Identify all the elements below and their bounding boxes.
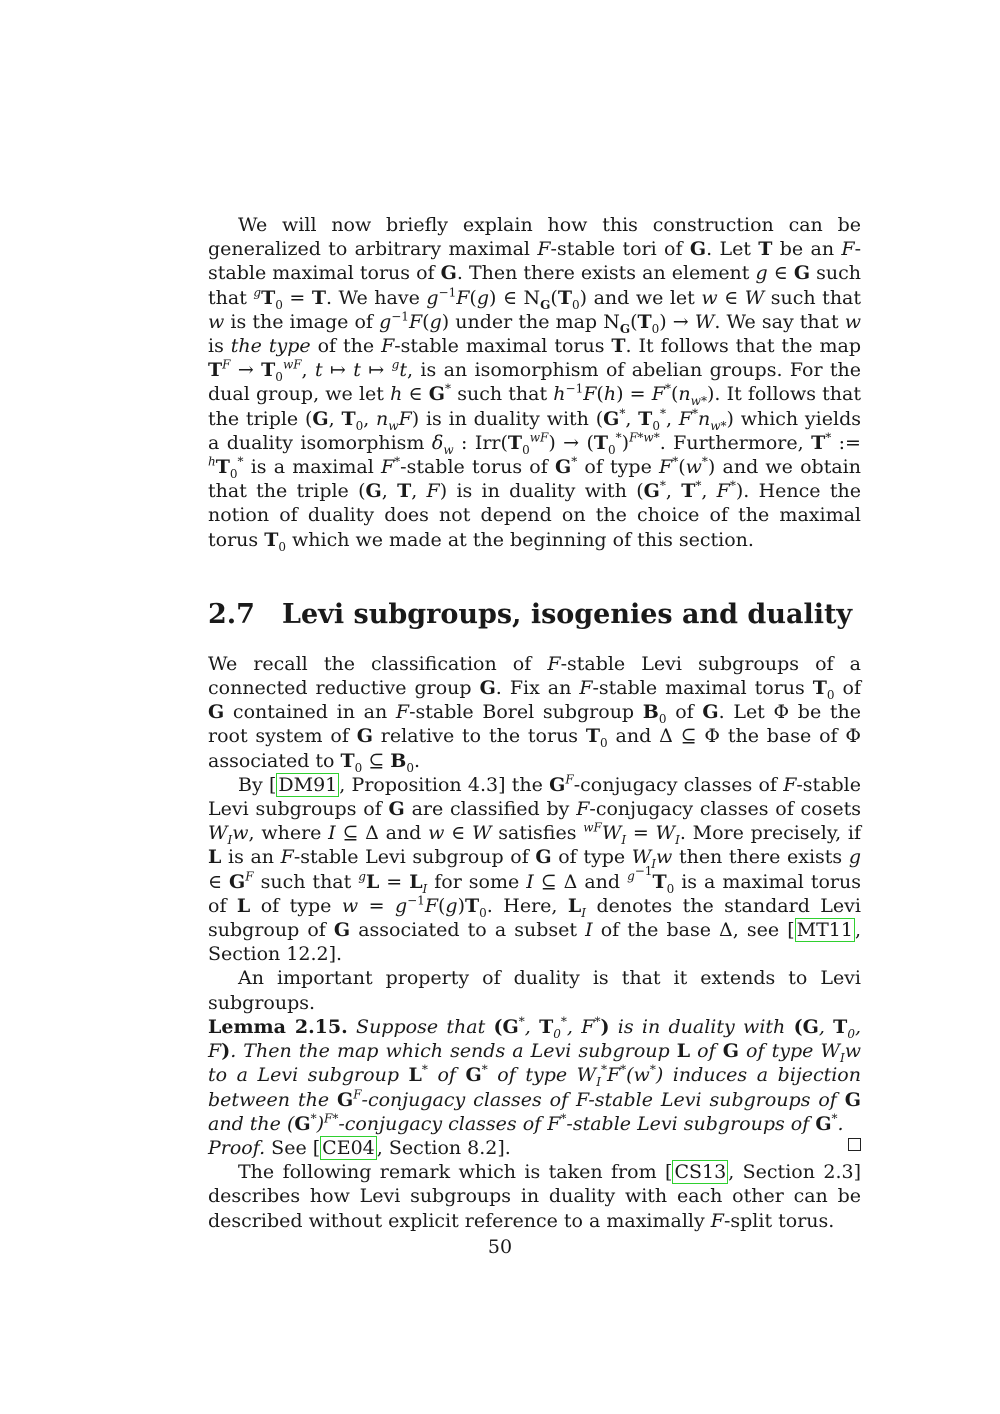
section-heading [208,598,861,632]
citation-link[interactable]: DM91 [278,773,338,796]
section-title: Levi subgroups, isogenies and duality [282,598,853,630]
lemma-2-15: Lemma 2.15. Suppose that (G*, $T_0^*$, F*) is in duality with (G, $T_0$, F). Then the map which sends a Levi subgroup L of G of type $W_Iw$ to a Levi subgroup L* of G* of type $W_I^*F^*(w^*)$ induces a bijection between the $G^F$-conjugacy classes of F-stable Levi subgroups of G and the $(G^*)^{F*}$-conjugacy classes of F*-stable Levi subgroups of G*. [208,1014,861,1135]
citation-link[interactable]: MT11 [796,919,853,942]
citation-link[interactable]: CS13 [674,1161,727,1184]
page-number: 50 [487,1236,513,1258]
proof: Proof. See [ CE04 , Section 8.2]. [208,1136,861,1160]
proof-label: Proof. [208,1136,266,1159]
section-number: 2.7 [208,598,255,630]
citation-link[interactable]: CE04 [322,1136,375,1159]
lemma-heading: Lemma 2.15. [208,1015,348,1038]
paragraph-remark-intro: The following remark which is taken from [ CS13 , Section 2.3] describes how Levi subgroups in duality with each other can be described without explicit reference to a maximally F-split torus. [208,1161,861,1232]
paragraph-duality-property: An important property of duality is that it extends to Levi subgroups. [208,967,861,1014]
paragraph-levi-classification: We recall the classification of F-stable Levi subgroups of a connected reductive group G. Fix an F-stable maximal torus $T_0$ of G contained in an F-stable Borel subgroup $B_0$ of G. Let Φ be the root system of G relative to the torus $T_0$ and Δ ⊆ Φ the base of Φ associated to $T_0$ ⊆ $B_0$. [208,652,861,775]
paragraph-conjugacy-classes: By [ DM91 , Proposition 4.3] the $G^F$-conjugacy classes of F-stable Levi subgroups of G are classified by F-conjugacy classes of cosets $W_Iw$, where I ⊆ Δ and w ∈ W satisfies $^{wF}W_I = W_I$. More precisely, if L is an F-stable Levi subgroup of G of type $W_Iw$ then there exists g ∈ $G^F$ such that $^gL = L_I$ for some I ⊆ Δ and $^{g^{-1}}T_0$ is a maximal torus of L of type $w = g^{-1}F(g)T_0$. Here, $L_I$ denotes the standard Levi subgroup of G associated to a subset I of the base Δ, see [ MT11 , Section 12.2]. [208,772,862,966]
page-body [208,213,861,1233]
intro-paragraph: We will now briefly explain how this construction can be generalized to arbitrary maximal F-stable tori of G. Let T be an F-stable maximal torus of G. Then there exists an element g ∈ G such that $^gT_0 = T$. We have $g^{-1}F(g)$ ∈ $N_G(T_0)$ and we let w ∈ W such that w is the image of $g^{-1}F(g)$ under the map $N_G(T_0) \to W$. We say that w is the type of the F-stable maximal torus T. It follows that the map $T^F \to T_0^{wF}$, t ↦ t ↦ $^g$t, is an isomorphism of abelian groups. For the dual group, we let h ∈ G* such that $h^{-1}F(h) = F^*(n_{w*})$. It follows that the triple (G, $T_0$, $n_wF$) is in duality with (G*, $T_0^*$, $F^*n_{w*}$) which yields a duality isomorphism $\delta_w$ : $Irr(T_0^{wF}) \to (T_0^*)^{F*w*}$. Furthermore, T* := $^hT_0^*$ is a maximal F*-stable torus of G* of type F*(w*) and we obtain that the triple (G, T, F) is in duality with (G*, T*, F*). Hence the notion of duality does not depend on the choice of the maximal torus $T_0$ which we made at the beginning of this section. [208,214,862,554]
qed-square-icon [848,1138,861,1151]
